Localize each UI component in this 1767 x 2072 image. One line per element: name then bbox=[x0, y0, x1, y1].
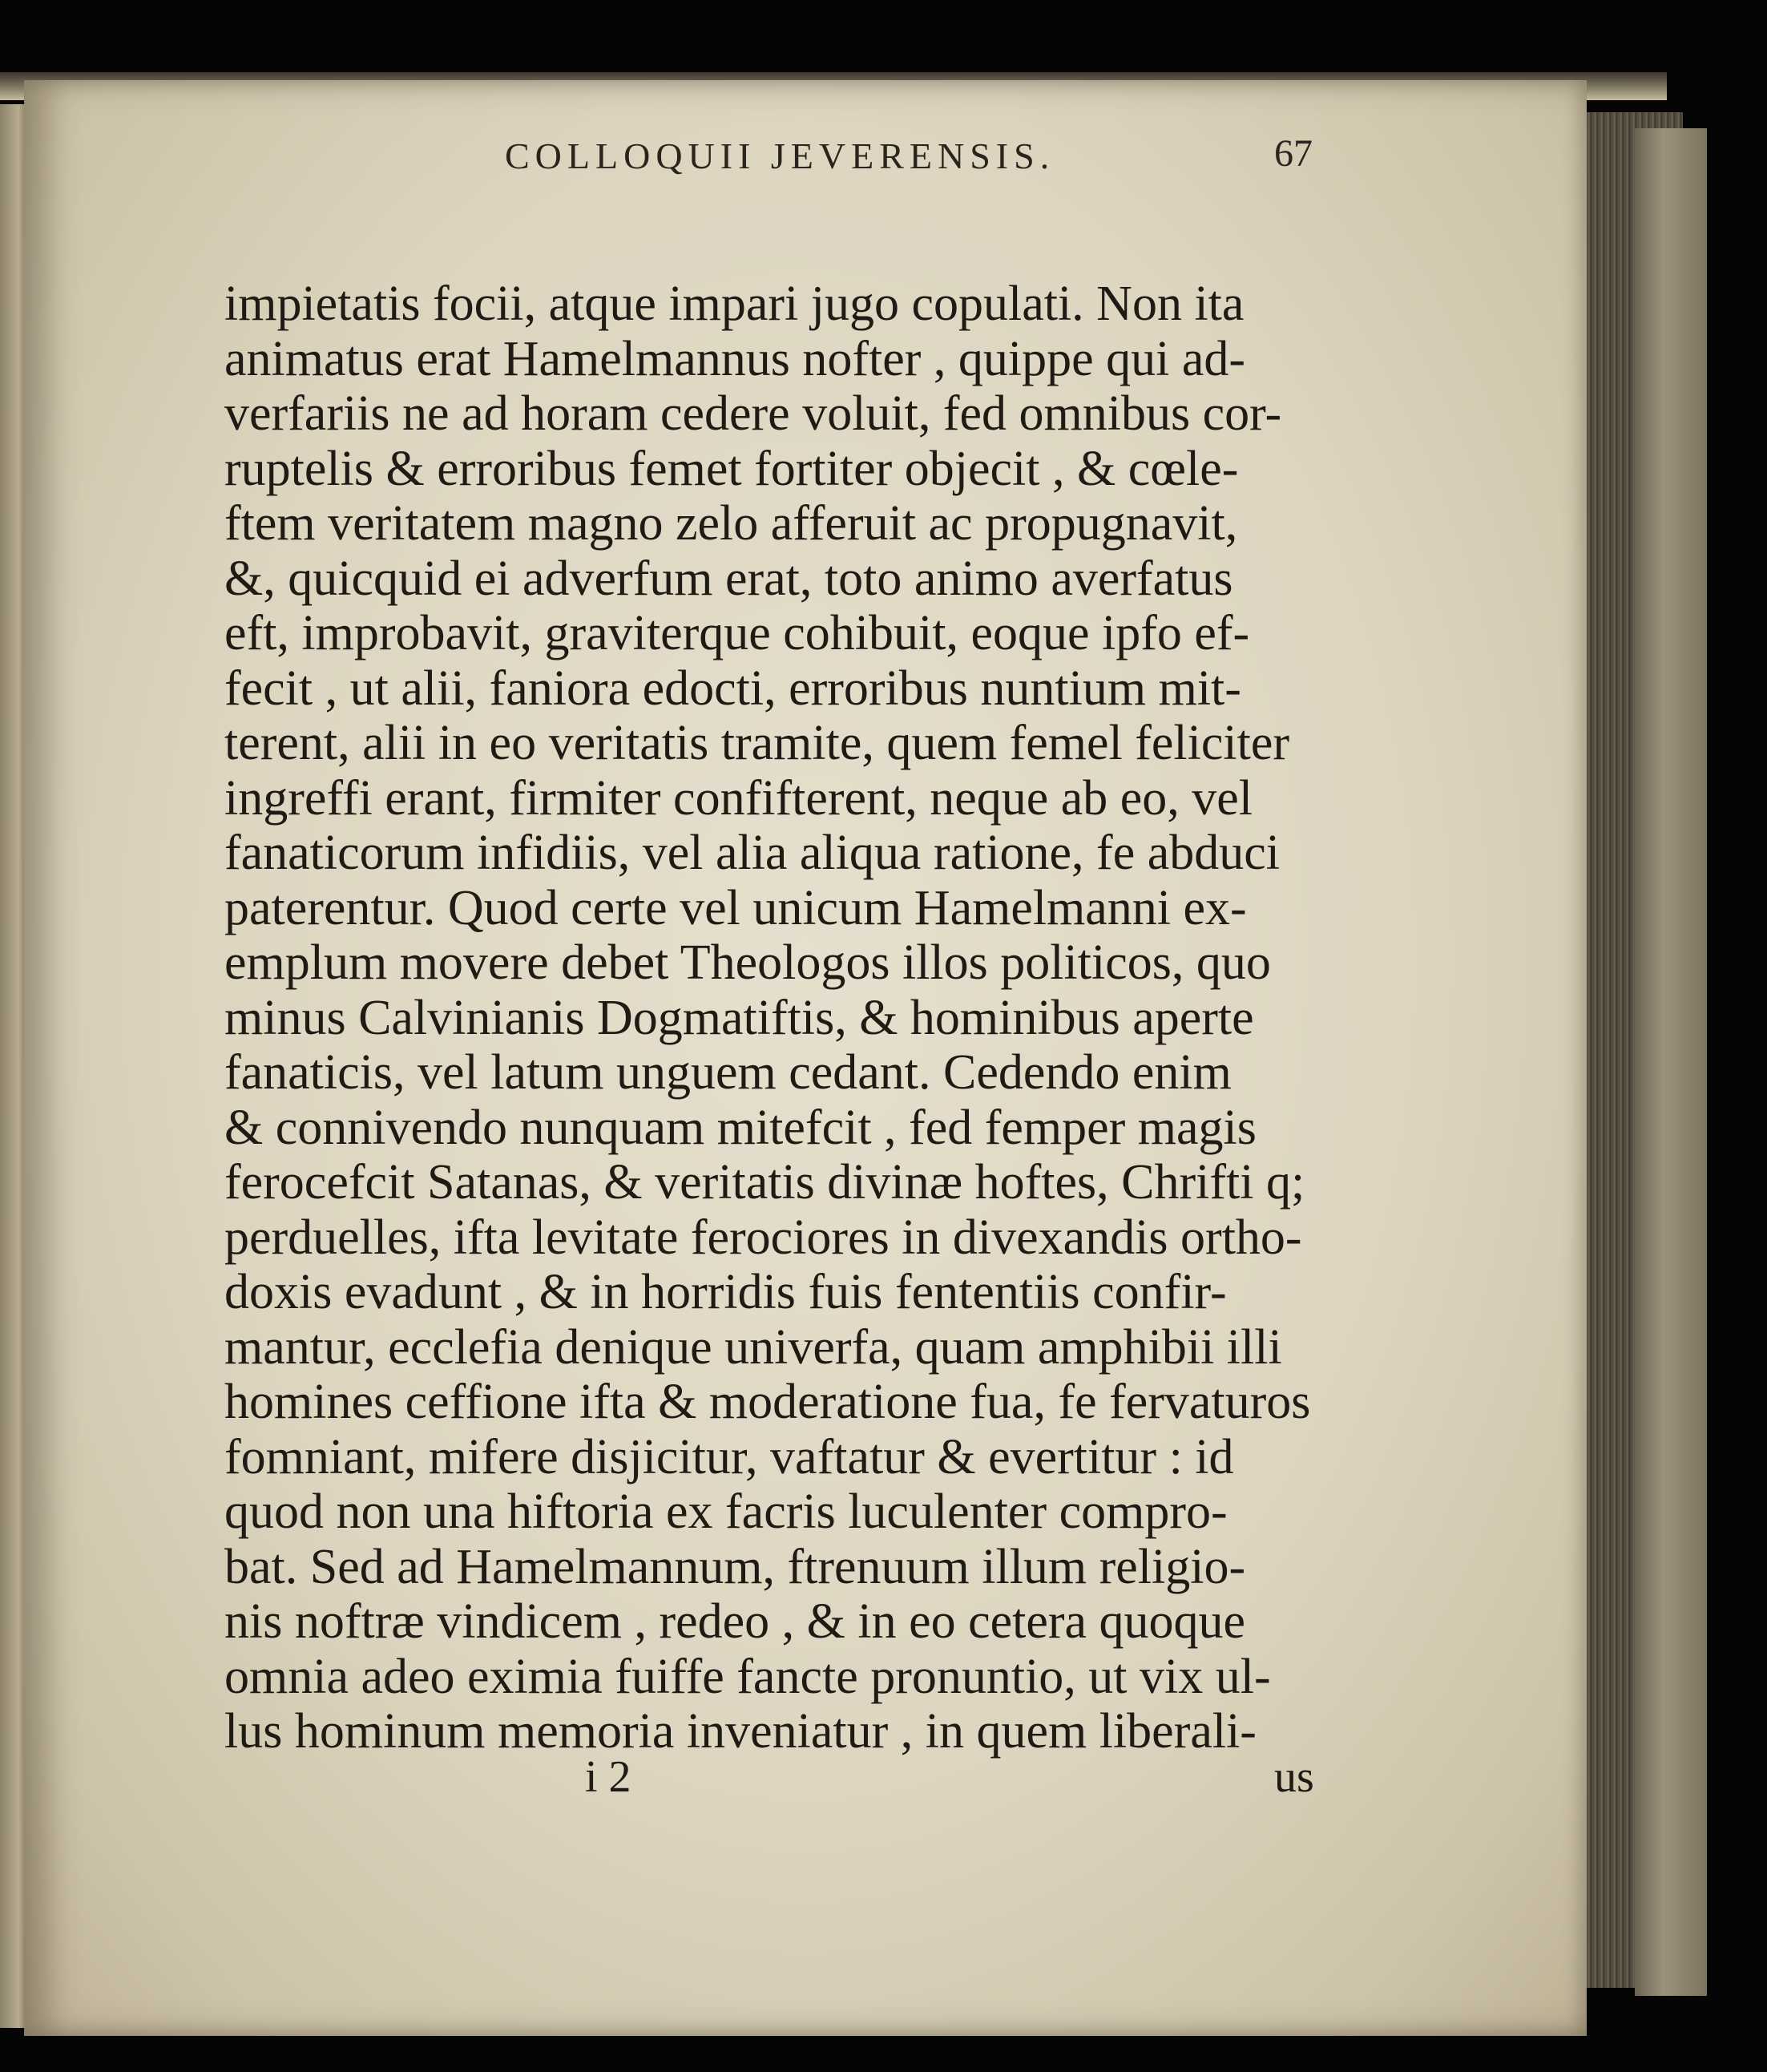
text-line: omnia adeo eximia fuiffe fancte pronuntio, ut vix ul- bbox=[224, 1649, 1271, 1704]
cover-edge bbox=[1635, 128, 1707, 1996]
text-line: ftem veritatem magno zelo afferuit ac propugnavit, bbox=[224, 496, 1238, 551]
text-line: fanaticis, vel latum unguem cedant. Cedendo enim bbox=[224, 1045, 1232, 1100]
text-line: mantur, ecclefia denique univerfa, quam amphibii illi bbox=[224, 1319, 1282, 1375]
text-line: ruptelis & erroribus femet fortiter objecit , & cœle- bbox=[224, 441, 1239, 496]
text-line: & connivendo nunquam mitefcit , fed femper magis bbox=[224, 1100, 1257, 1155]
page-footer bbox=[224, 1751, 1346, 1807]
body-text bbox=[224, 277, 1587, 1759]
text-line: minus Calvinianis Dogmatiftis, & hominibus aperte bbox=[224, 990, 1254, 1045]
text-line: quod non una hiftoria ex facris luculenter compro- bbox=[224, 1484, 1228, 1539]
text-line: fecit , ut alii, faniora edocti, erroribus nuntium mit- bbox=[224, 660, 1241, 716]
text-line: fomniant, mifere disjicitur, vaftatur & evertitur : id bbox=[224, 1429, 1234, 1484]
text-line: bat. Sed ad Hamelmannum, ftrenuum illum religio- bbox=[224, 1539, 1246, 1594]
text-line: animatus erat Hamelmannus nofter , quippe qui ad- bbox=[224, 331, 1246, 386]
text-line: &, quicquid ei adverfum erat, toto animo averfatus bbox=[224, 551, 1233, 606]
page-number: 67 bbox=[1274, 132, 1313, 175]
text-line: paterentur. Quod certe vel unicum Hamelmanni ex- bbox=[224, 880, 1247, 935]
catchword: us bbox=[1274, 1752, 1314, 1802]
text-line: ingreffi erant, firmiter confifterent, neque ab eo, vel bbox=[224, 770, 1253, 826]
text-line: verfariis ne ad horam cedere voluit, fed omnibus cor- bbox=[224, 386, 1282, 441]
text-line: nis noftræ vindicem , redeo , & in eo cetera quoque bbox=[224, 1594, 1246, 1649]
text-line: perduelles, ifta levitate ferociores in divexandis ortho- bbox=[224, 1210, 1302, 1265]
running-head bbox=[24, 132, 1587, 183]
text-line: eft, improbavit, graviterque cohibuit, eoque ipfo ef- bbox=[224, 606, 1250, 660]
running-title: COLLOQUII JEVERENSIS. bbox=[505, 135, 1055, 176]
text-line: terent, alii in eo veritatis tramite, quem femel feliciter bbox=[224, 716, 1290, 770]
text-line: emplum movere debet Theologos illos politicos, quo bbox=[224, 935, 1271, 990]
text-line: homines ceffione ifta & moderatione fua, fe fervaturos bbox=[224, 1375, 1311, 1429]
signature-mark: i 2 bbox=[585, 1752, 631, 1802]
text-line: fanaticorum infidiis, vel alia aliqua ratione, fe abduci bbox=[224, 826, 1280, 880]
text-line: lus hominum memoria inveniatur , in quem liberali- bbox=[224, 1704, 1257, 1759]
text-line: doxis evadunt , & in horridis fuis fententiis confir- bbox=[224, 1265, 1227, 1319]
text-line: impietatis focii, atque impari jugo copulati. Non ita bbox=[224, 277, 1245, 331]
text-line: ferocefcit Satanas, & veritatis divinæ hoftes, Chrifti q; bbox=[224, 1155, 1305, 1210]
